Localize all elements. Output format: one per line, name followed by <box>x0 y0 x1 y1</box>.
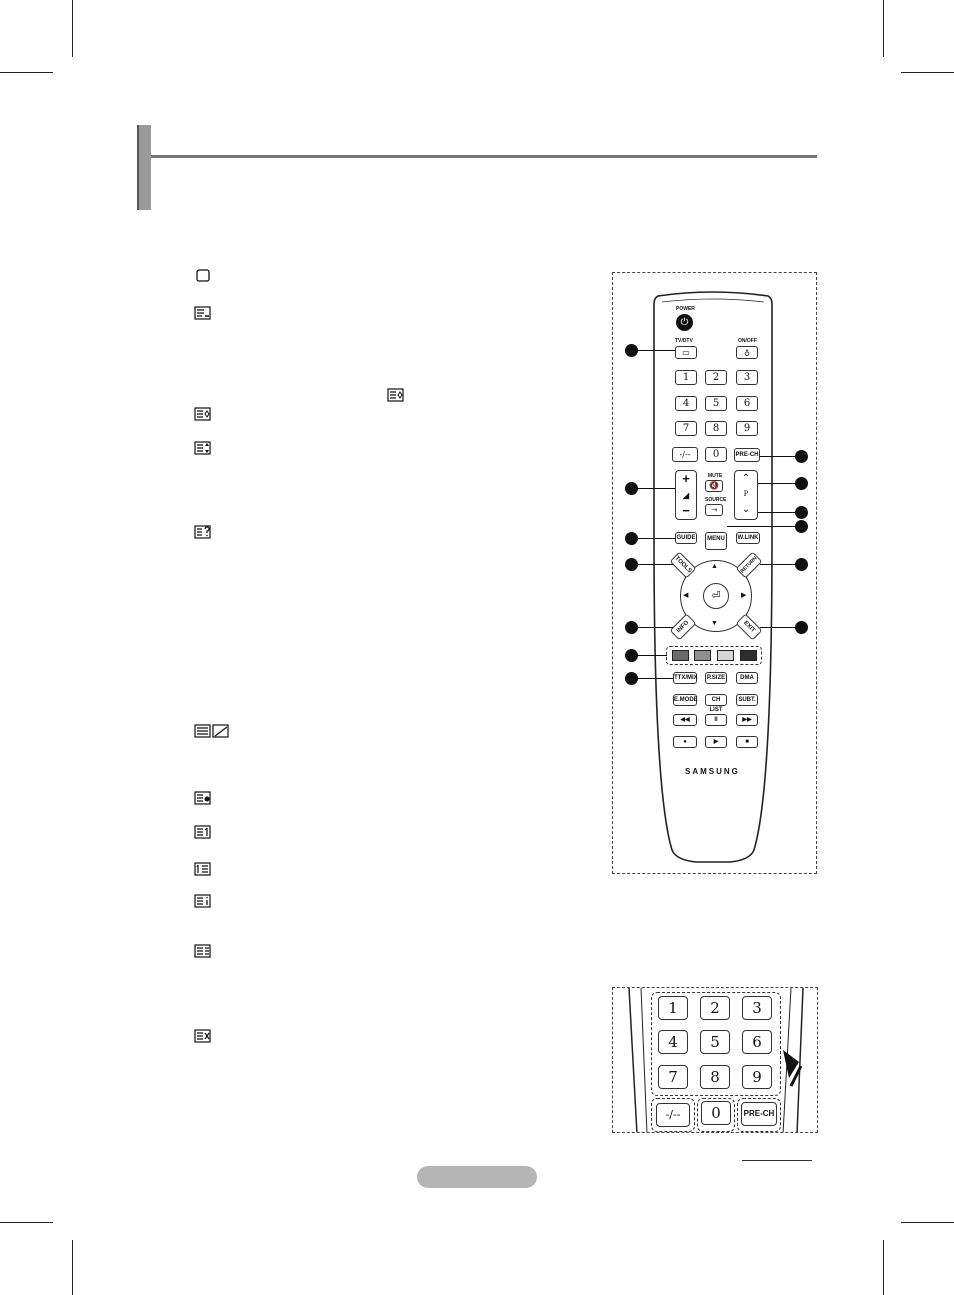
chlist-key[interactable]: CH LIST <box>705 694 727 706</box>
tools-key[interactable]: TOOLS <box>670 552 697 579</box>
zoom-prech-key[interactable]: PRE-CH <box>741 1102 777 1126</box>
channel-p-label: P <box>743 490 749 498</box>
zoom-key-2[interactable]: 2 <box>700 996 730 1020</box>
section-title-rule <box>151 155 817 158</box>
dma-key[interactable]: DMA <box>736 672 758 684</box>
exit-key[interactable]: EXIT <box>736 614 763 641</box>
key-3[interactable]: 3 <box>736 370 758 385</box>
psize-key[interactable]: P.SIZE <box>705 672 727 684</box>
key-4[interactable]: 4 <box>675 396 697 411</box>
crop-mark <box>883 0 884 57</box>
callout-line <box>760 456 795 457</box>
footer-rule <box>742 1160 812 1161</box>
teletext-reveal-icon <box>193 525 213 539</box>
zoom-key-5[interactable]: 5 <box>700 1030 730 1054</box>
zoom-key-0[interactable]: 0 <box>701 1101 731 1125</box>
wlink-key[interactable]: W.LINK <box>736 532 760 544</box>
teletext-subpage-icon <box>193 825 213 839</box>
callout-dot <box>795 621 808 634</box>
teletext-index-icon <box>193 306 213 320</box>
callout-line <box>727 526 795 527</box>
zoom-key-1[interactable]: 1 <box>658 996 688 1020</box>
page-number-pill <box>417 1166 537 1188</box>
green-key[interactable] <box>694 650 711 661</box>
key-2[interactable]: 2 <box>705 370 727 385</box>
power-button[interactable]: ⏻ <box>676 314 693 331</box>
zoom-key-7[interactable]: 7 <box>658 1065 688 1089</box>
zoom-dash-key[interactable]: -/-- <box>656 1103 690 1127</box>
zoom-key-4[interactable]: 4 <box>658 1030 688 1054</box>
zoom-key-9[interactable]: 9 <box>742 1065 772 1089</box>
key-5[interactable]: 5 <box>705 396 727 411</box>
key-0[interactable]: 0 <box>705 447 727 462</box>
mute-label: MUTE <box>708 473 723 479</box>
info-key[interactable]: INFO <box>670 614 697 641</box>
crop-mark <box>883 1240 884 1295</box>
red-key[interactable] <box>672 650 689 661</box>
key-8[interactable]: 8 <box>705 421 727 436</box>
teletext-mode-icon <box>193 791 213 805</box>
teletext-page-down-icon <box>193 944 213 958</box>
subt-key[interactable]: SUBT. <box>736 694 758 706</box>
crop-mark <box>0 72 53 73</box>
callout-dot <box>795 520 808 533</box>
zoom-key-6[interactable]: 6 <box>742 1030 772 1054</box>
callout-line <box>637 627 673 628</box>
on-off-label: ON/OFF <box>738 338 757 344</box>
teletext-size-icon <box>193 441 213 455</box>
callout-dot <box>795 477 808 490</box>
callout-dot <box>795 506 808 519</box>
blue-key[interactable] <box>740 650 757 661</box>
callout-line <box>637 488 675 489</box>
source-button[interactable]: ⇥ <box>705 504 723 516</box>
callout-line <box>760 627 795 628</box>
return-key[interactable]: RETURN <box>736 552 763 579</box>
on-off-button[interactable]: ♁ <box>736 346 758 359</box>
key-6[interactable]: 6 <box>736 396 758 411</box>
crop-mark <box>901 1222 954 1223</box>
power-label: POWER <box>676 306 695 312</box>
crop-mark <box>72 0 73 57</box>
dpad-up-icon[interactable]: ▲ <box>711 563 718 570</box>
dpad-down-icon[interactable]: ▼ <box>711 620 718 627</box>
zoom-key-8[interactable]: 8 <box>700 1065 730 1089</box>
teletext-display-icon <box>193 894 213 908</box>
callout-line <box>637 655 667 656</box>
tv-dtv-label: TV/DTV <box>675 338 693 344</box>
dpad-left-icon[interactable]: ◀ <box>683 592 689 599</box>
teletext-cancel-icon <box>193 1029 213 1043</box>
teletext-hold-icon <box>193 407 213 421</box>
emode-key[interactable]: E.MODE <box>673 694 697 706</box>
callout-line <box>758 512 795 513</box>
prech-key[interactable]: PRE-CH <box>734 448 760 462</box>
callout-line <box>758 483 795 484</box>
fast-forward-key[interactable]: ▶▶ <box>736 714 758 726</box>
key-9[interactable]: 9 <box>736 421 758 436</box>
callout-dot <box>795 558 808 571</box>
teletext-mix-icon <box>193 724 231 738</box>
dash-key[interactable]: -/-- <box>672 447 698 462</box>
key-1[interactable]: 1 <box>675 370 697 385</box>
source-label: SOURCE <box>705 497 727 503</box>
enter-button[interactable]: ⏎ <box>703 583 729 609</box>
teletext-hold-icon <box>386 388 406 402</box>
key-7[interactable]: 7 <box>675 421 697 436</box>
yellow-key[interactable] <box>717 650 734 661</box>
menu-key[interactable]: MENU <box>705 532 727 550</box>
channel-rocker[interactable]: ⌃ P ⌄ <box>734 470 758 520</box>
pause-key[interactable]: II <box>705 714 727 726</box>
tv-mode-icon <box>193 269 213 283</box>
callout-line <box>637 678 673 679</box>
stop-key[interactable]: ■ <box>736 736 758 748</box>
teletext-page-up-icon <box>193 862 213 876</box>
zoom-key-3[interactable]: 3 <box>742 996 772 1020</box>
callout-line <box>637 564 673 565</box>
rewind-key[interactable]: ◀◀ <box>673 714 697 726</box>
crop-mark <box>901 72 954 73</box>
ttx-mix-key[interactable]: TTX/MIX <box>673 672 697 684</box>
keypad-zoom-frame <box>612 987 818 1133</box>
guide-key[interactable]: GUIDE <box>675 532 697 544</box>
crop-mark <box>0 1222 53 1223</box>
section-title-bar <box>137 125 151 210</box>
callout-line <box>637 350 675 351</box>
play-key[interactable]: ▶ <box>705 736 727 748</box>
callout-dot <box>795 450 808 463</box>
callout-line <box>760 564 795 565</box>
volume-rocker[interactable]: + ◢ − <box>675 470 697 520</box>
record-key[interactable]: ● <box>673 736 697 748</box>
remote-brand-logo: SAMSUNG <box>685 767 740 776</box>
mute-button[interactable]: 🔇 <box>705 480 723 492</box>
callout-line <box>637 538 675 539</box>
crop-mark <box>72 1240 73 1295</box>
tv-dtv-button[interactable]: ▭ <box>675 346 697 359</box>
dpad-right-icon[interactable]: ▶ <box>741 592 747 599</box>
